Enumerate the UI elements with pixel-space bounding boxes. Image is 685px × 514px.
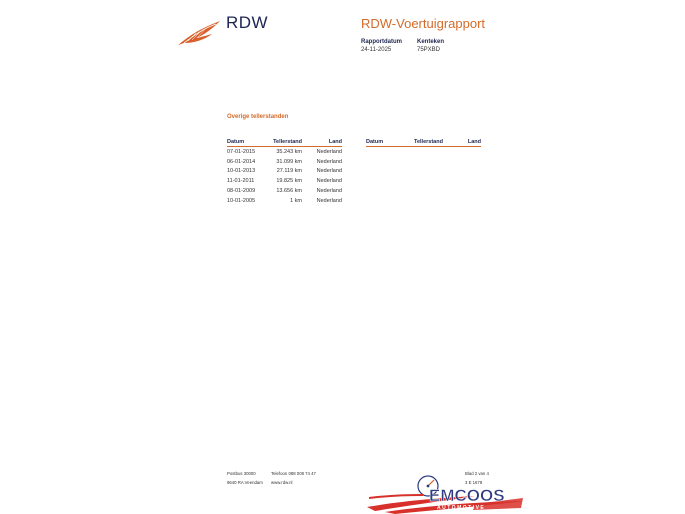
- rdw-logo-icon: [176, 19, 222, 47]
- odometer-table-right: [366, 138, 481, 147]
- column-header-country: Land: [302, 138, 342, 147]
- cell-date: 06-01-2014: [227, 158, 256, 165]
- cell-odometer: 31.099 km: [276, 158, 302, 165]
- dealer-logo: [365, 468, 525, 514]
- table-row: [227, 147, 342, 157]
- table-row: [227, 196, 342, 206]
- cell-country: Nederland: [316, 178, 342, 185]
- footer-phone: Telefoon 088 008 74 47: [271, 471, 316, 476]
- dealer-logo-subtext: AUTOMOTIVE: [437, 505, 486, 511]
- table-row: [227, 157, 342, 167]
- column-header-date: Datum: [366, 138, 414, 147]
- table-header-row: [366, 138, 481, 147]
- cell-odometer: 35.243 km: [276, 148, 302, 155]
- footer-address-line1: Postbus 30000: [227, 471, 256, 476]
- column-header-date: Datum: [227, 138, 267, 147]
- cell-country: Nederland: [316, 158, 342, 165]
- footer-website[interactable]: www.rdw.nl: [271, 480, 293, 485]
- footer-address-line2: 9640 RA Veendam: [227, 480, 263, 485]
- column-header-odometer: Tellerstand: [414, 138, 459, 147]
- report-date-label: Rapportdatum: [361, 39, 402, 45]
- cell-date: 07-01-2015: [227, 148, 256, 155]
- report-title: RDW-Voertuigrapport: [361, 16, 486, 31]
- plate-label: Kenteken: [417, 39, 445, 45]
- cell-odometer: 27.119 km: [276, 168, 302, 175]
- cell-date: 10-01-2013: [227, 168, 256, 175]
- footer-page-number: Blad 2 van 4: [465, 471, 489, 476]
- section-title: Overige tellerstanden: [227, 114, 289, 120]
- column-header-odometer: Tellerstand: [267, 138, 302, 147]
- table-row: [227, 167, 342, 177]
- cell-country: Nederland: [316, 188, 342, 195]
- footer-document-code: 3 E 1678: [465, 480, 483, 485]
- brand-name: RDW: [226, 13, 269, 32]
- plate-number: 75PXBD: [417, 47, 441, 53]
- cell-date: 11-01-2011: [227, 178, 255, 185]
- cell-date: 10-01-2005: [227, 197, 256, 204]
- odometer-table-left: [227, 138, 342, 206]
- table-row: [227, 186, 342, 196]
- cell-country: Nederland: [316, 168, 342, 175]
- cell-odometer: 13.656 km: [276, 188, 302, 195]
- table-row: [227, 176, 342, 186]
- column-header-country: Land: [459, 138, 481, 147]
- cell-country: Nederland: [316, 197, 342, 204]
- cell-odometer: 1 km: [290, 197, 302, 204]
- dealer-logo-text: EMCOOS: [429, 486, 505, 505]
- report-date: 24-11-2025: [361, 47, 392, 53]
- cell-date: 08-01-2009: [227, 188, 256, 195]
- cell-odometer: 19.825 km: [276, 178, 302, 185]
- table-header-row: [227, 138, 342, 147]
- cell-country: Nederland: [316, 148, 342, 155]
